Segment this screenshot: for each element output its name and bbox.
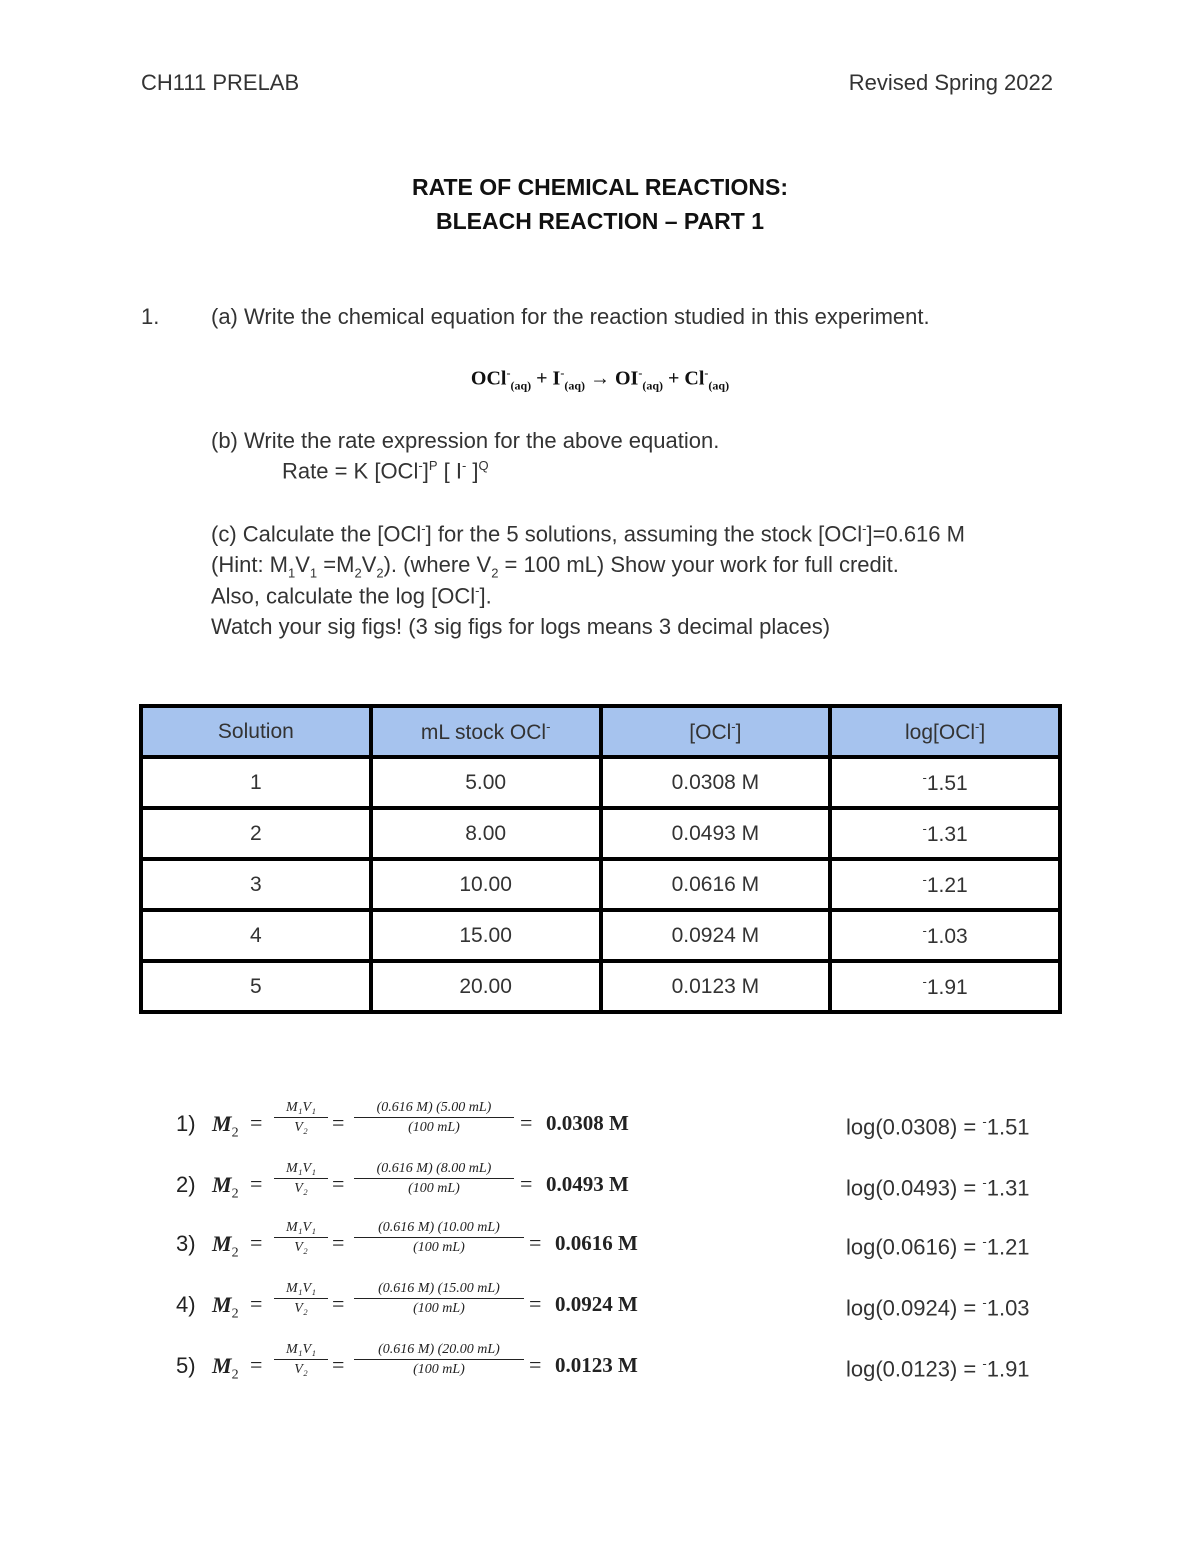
denominator: V₂ <box>294 1181 308 1196</box>
rate-text: ] <box>422 458 429 484</box>
calc-index: 2) <box>176 1172 196 1197</box>
formula-fraction <box>274 1161 328 1197</box>
subscript: 1 <box>309 565 318 581</box>
cell-solution: 4 <box>141 910 371 961</box>
header-ml-stock <box>371 706 601 757</box>
sign: - <box>982 1234 987 1249</box>
rate-exponent-p: P <box>428 458 438 473</box>
charge: - <box>731 718 736 734</box>
value-fraction <box>354 1161 514 1197</box>
calc-result: 0.0308 M <box>546 1111 629 1135</box>
rate-charge: - <box>418 458 423 473</box>
calculation-row <box>176 1220 736 1276</box>
numerator: (0.616 M) (15.00 mL) <box>354 1281 524 1299</box>
formula-fraction <box>274 1100 328 1136</box>
text: ]. <box>479 583 492 609</box>
text: ]=0.616 M <box>866 521 965 547</box>
plus-sign: + <box>663 367 685 390</box>
sign: - <box>982 1356 987 1371</box>
denominator: (100 mL) <box>408 1181 460 1196</box>
header-revision: Revised Spring 2022 <box>848 70 1053 95</box>
cell-conc: 0.0924 M <box>601 910 831 961</box>
numerator: M₁V₁ <box>274 1220 328 1238</box>
cell-solution: 3 <box>141 859 371 910</box>
subscript: 2 <box>354 565 362 581</box>
text: = 100 mL) Show your work for full credit. <box>498 552 899 577</box>
log-line <box>846 1295 1030 1321</box>
calculation-row <box>176 1100 736 1156</box>
log-value: 1.31 <box>986 1175 1030 1201</box>
sign: - <box>922 769 927 785</box>
numerator: (0.616 M) (10.00 mL) <box>354 1220 524 1238</box>
cell-conc: 0.0493 M <box>601 808 831 859</box>
value-fraction <box>354 1100 514 1136</box>
equals-sign: = <box>332 1291 345 1316</box>
text: (c) Calculate the [OCl <box>211 521 422 547</box>
cell-solution: 1 <box>141 757 371 808</box>
product-cl: Cl <box>684 367 705 390</box>
text: V <box>295 552 310 577</box>
equals-sign: = <box>250 1171 263 1196</box>
log-value: 1.21 <box>926 873 968 897</box>
calc-result: 0.0123 M <box>555 1353 638 1377</box>
m-symbol: M <box>212 1353 232 1378</box>
cell-ml: 15.00 <box>371 910 601 961</box>
question-c-line3 <box>211 583 492 609</box>
numerator: M₁V₁ <box>274 1100 328 1118</box>
charge: - <box>862 521 867 536</box>
table-row <box>141 910 1060 961</box>
calc-m2 <box>212 1172 239 1202</box>
header-text: [OCl <box>689 720 732 744</box>
subscript: 2 <box>376 565 384 581</box>
calc-m2 <box>212 1292 239 1322</box>
text: (Hint: M <box>211 552 288 577</box>
rate-exponent-q: Q <box>478 458 489 473</box>
denominator: V₂ <box>294 1362 308 1377</box>
table-row <box>141 757 1060 808</box>
equals-sign: = <box>520 1171 533 1196</box>
plus-sign: + <box>531 367 553 390</box>
sign: - <box>922 871 927 887</box>
sign: - <box>982 1295 987 1310</box>
sign: - <box>982 1114 987 1129</box>
text: V <box>361 552 377 577</box>
calculation-row <box>176 1281 736 1337</box>
log-text: log(0.0924) = <box>846 1295 983 1321</box>
formula-fraction <box>274 1342 328 1378</box>
numerator: M₁V₁ <box>274 1342 328 1360</box>
reaction-arrow: → <box>585 367 615 390</box>
header-text: log[OCl <box>905 720 976 744</box>
product-oi-state: (aq) <box>642 378 664 393</box>
equals-sign: = <box>250 1291 263 1316</box>
cell-conc: 0.0616 M <box>601 859 831 910</box>
cell-ml: 8.00 <box>371 808 601 859</box>
m-subscript: 2 <box>231 1245 239 1261</box>
header-text: ] <box>735 720 742 744</box>
equals-sign: = <box>250 1352 263 1377</box>
header-text: ] <box>979 720 986 744</box>
rate-charge: - <box>461 458 467 473</box>
denominator: V₂ <box>294 1301 308 1316</box>
calc-m2 <box>212 1231 239 1261</box>
denominator: V₂ <box>294 1120 308 1135</box>
rate-text: ] <box>466 458 479 484</box>
reactant-ocl: OCl <box>470 367 507 390</box>
charge: - <box>475 583 480 598</box>
numerator: M₁V₁ <box>274 1161 328 1179</box>
product-oi: OI <box>615 367 639 390</box>
denominator: (100 mL) <box>413 1301 465 1316</box>
equals-sign: = <box>529 1291 542 1316</box>
page-title-line2: BLEACH REACTION – PART 1 <box>436 208 764 234</box>
text: ). (where V <box>383 552 492 577</box>
question-c-line4: Watch your sig figs! (3 sig figs for logs means 3 decimal places) <box>211 614 831 639</box>
calc-index: 1) <box>176 1111 196 1136</box>
header-log <box>830 706 1060 757</box>
calc-index: 5) <box>176 1353 196 1378</box>
text: ] for the 5 solutions, assuming the stock [OCl <box>425 521 863 547</box>
header-text: mL stock OCl <box>420 720 547 744</box>
m-symbol: M <box>212 1172 232 1197</box>
cell-log <box>830 757 1060 808</box>
m-symbol: M <box>212 1292 232 1317</box>
log-text: log(0.0123) = <box>846 1356 983 1382</box>
text: =M <box>317 552 355 577</box>
cell-ml: 10.00 <box>371 859 601 910</box>
equals-sign: = <box>332 1171 345 1196</box>
question-b: (b) Write the rate expression for the above equation. <box>211 428 720 453</box>
formula-fraction <box>274 1281 328 1317</box>
calculation-row <box>176 1161 736 1217</box>
table-row <box>141 808 1060 859</box>
cell-ml: 20.00 <box>371 961 601 1012</box>
product-cl-charge: - <box>704 366 709 380</box>
value-fraction <box>354 1342 524 1378</box>
equals-sign: = <box>332 1352 345 1377</box>
cell-solution: 2 <box>141 808 371 859</box>
text: Also, calculate the log [OCl <box>211 583 476 609</box>
page-title-line1: RATE OF CHEMICAL REACTIONS: <box>411 174 789 200</box>
question-c-line2 <box>211 552 899 580</box>
log-text: log(0.0616) = <box>846 1234 983 1260</box>
sign: - <box>922 973 927 989</box>
subscript: 1 <box>288 565 296 581</box>
sign: - <box>922 922 927 938</box>
rate-text: [ I <box>437 458 462 484</box>
log-value: 1.03 <box>986 1295 1030 1321</box>
table-row <box>141 961 1060 1012</box>
log-value: 1.31 <box>926 822 968 846</box>
calc-m2 <box>212 1111 239 1141</box>
log-value: 1.51 <box>986 1114 1030 1140</box>
m-symbol: M <box>212 1111 232 1136</box>
calc-m2 <box>212 1353 239 1383</box>
m-subscript: 2 <box>231 1367 239 1383</box>
header-course: CH111 PRELAB <box>141 70 300 95</box>
sign: - <box>982 1175 987 1190</box>
reactant-i-state: (aq) <box>564 378 585 393</box>
calc-result: 0.0493 M <box>546 1172 629 1196</box>
question-number: 1. <box>141 304 160 329</box>
header-concentration <box>601 706 831 757</box>
log-value: 1.03 <box>926 924 968 948</box>
cell-conc: 0.0308 M <box>601 757 831 808</box>
m-subscript: 2 <box>231 1306 239 1322</box>
numerator: M₁V₁ <box>274 1281 328 1299</box>
calc-index: 3) <box>176 1231 196 1256</box>
cell-log <box>830 910 1060 961</box>
log-line <box>846 1234 1030 1260</box>
equals-sign: = <box>529 1230 542 1255</box>
log-line <box>846 1356 1030 1382</box>
cell-solution: 5 <box>141 961 371 1012</box>
equals-sign: = <box>332 1230 345 1255</box>
reactant-ocl-charge: - <box>506 366 511 380</box>
numerator: (0.616 M) (5.00 mL) <box>354 1100 514 1118</box>
m-symbol: M <box>212 1231 232 1256</box>
question-a: (a) Write the chemical equation for the reaction studied in this experiment. <box>211 304 930 329</box>
log-value: 1.21 <box>986 1234 1030 1260</box>
numerator: (0.616 M) (20.00 mL) <box>354 1342 524 1360</box>
m-subscript: 2 <box>231 1125 239 1141</box>
cell-log <box>830 808 1060 859</box>
reactant-ocl-state: (aq) <box>510 378 532 393</box>
sign: - <box>922 820 927 836</box>
charge: - <box>975 718 980 734</box>
formula-fraction <box>274 1220 328 1256</box>
value-fraction <box>354 1281 524 1317</box>
calculation-row <box>176 1342 736 1398</box>
value-fraction <box>354 1220 524 1256</box>
cell-conc: 0.0123 M <box>601 961 831 1012</box>
numerator: (0.616 M) (8.00 mL) <box>354 1161 514 1179</box>
question-c-line1 <box>211 521 965 547</box>
table-row <box>141 859 1060 910</box>
reactant-i: I <box>552 367 561 390</box>
denominator: V₂ <box>294 1240 308 1255</box>
rate-expression <box>282 458 489 484</box>
charge: - <box>546 718 551 734</box>
reactant-i-charge: - <box>560 366 565 380</box>
log-line <box>846 1175 1030 1201</box>
denominator: (100 mL) <box>413 1362 465 1377</box>
calc-result: 0.0924 M <box>555 1292 638 1316</box>
rate-text: Rate = K [OCl <box>282 458 419 484</box>
header-text: Solution <box>217 719 294 743</box>
equals-sign: = <box>250 1110 263 1135</box>
denominator: (100 mL) <box>413 1240 465 1255</box>
log-value: 1.51 <box>926 771 968 795</box>
table-header-row <box>141 706 1060 757</box>
cell-log <box>830 961 1060 1012</box>
log-value: 1.91 <box>986 1356 1030 1382</box>
chemical-equation <box>0 366 1200 394</box>
m-subscript: 2 <box>231 1186 239 1202</box>
log-text: log(0.0308) = <box>846 1114 983 1140</box>
log-value: 1.91 <box>926 975 968 999</box>
cell-ml: 5.00 <box>371 757 601 808</box>
calc-index: 4) <box>176 1292 196 1317</box>
denominator: (100 mL) <box>408 1120 460 1135</box>
product-cl-state: (aq) <box>708 378 730 393</box>
equals-sign: = <box>529 1352 542 1377</box>
equals-sign: = <box>332 1110 345 1135</box>
equals-sign: = <box>250 1230 263 1255</box>
charge: - <box>421 521 426 536</box>
cell-log <box>830 859 1060 910</box>
calc-result: 0.0616 M <box>555 1231 638 1255</box>
log-line <box>846 1114 1030 1140</box>
subscript: 2 <box>491 565 499 581</box>
solutions-table <box>139 704 1062 1014</box>
header-solution <box>141 706 371 757</box>
log-text: log(0.0493) = <box>846 1175 983 1201</box>
equals-sign: = <box>520 1110 533 1135</box>
product-oi-charge: - <box>638 366 643 380</box>
